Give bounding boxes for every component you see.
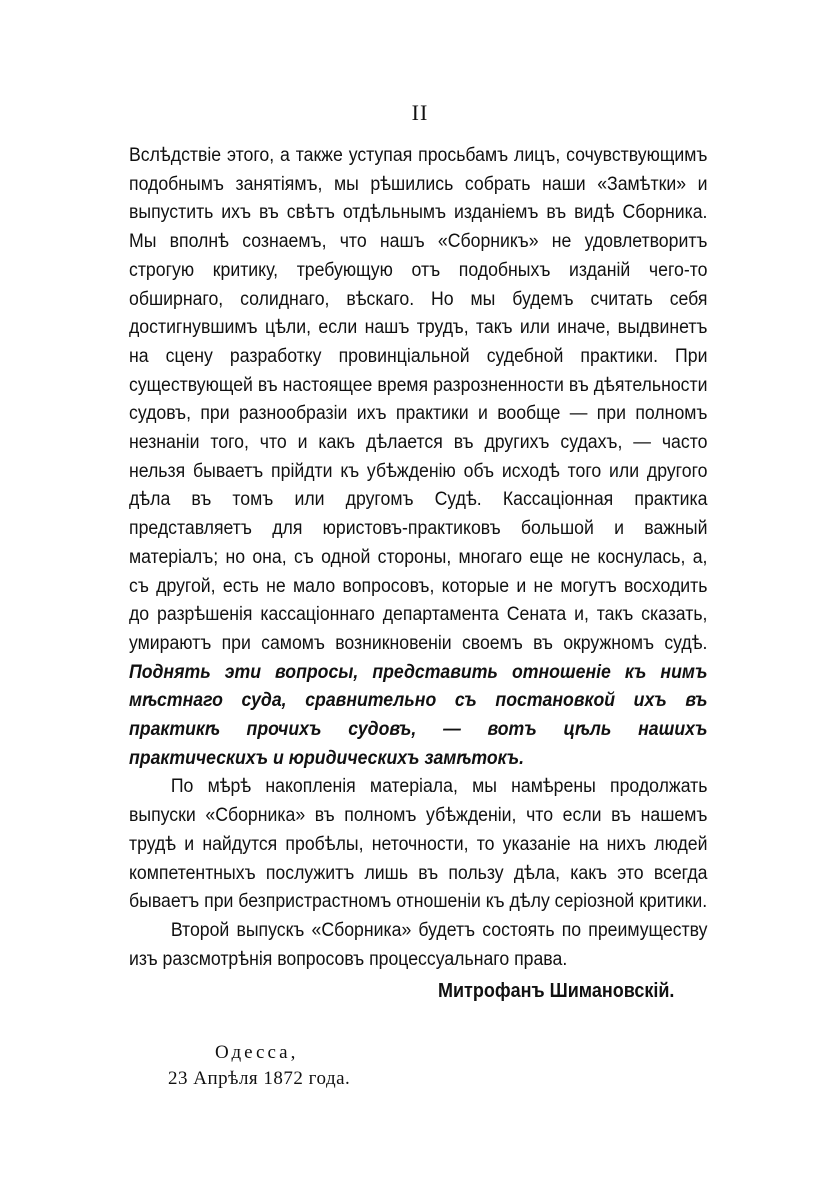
paragraph-3: Второй выпускъ «Сборника» будетъ состоять по преимуществу изъ разсмотрѣнія вопросовъ процессуальнаго права.	[129, 919, 708, 970]
page-number: II	[411, 100, 429, 125]
paragraph-1-text: Вслѣдствіе этого, а также уступая просьбамъ лицъ, сочувствующимъ подобнымъ занятіямъ, мы рѣшились собрать наши «Замѣтки» и выпустить ихъ въ свѣтъ отдѣльнымъ изданіемъ въ видѣ Сборника. Мы вполнѣ сознаемъ, что нашъ «Сборникъ» не удовлетворитъ строгую критику, требующую отъ подобныхъ изданій чего-то обширнаго, солиднаго, вѣскаго. Но мы будемъ считать себя достигнувшимъ цѣли, если нашъ трудъ, такъ или иначе, выдвинетъ на сцену разработку провинціальной судебной практики. При существующей въ настоящее время разрозненности въ дѣятельности судовъ, при разнообразіи ихъ практики и вообще — при полномъ незнаніи того, что и какъ дѣлается въ другихъ судахъ, — часто нельзя бываетъ прійдти къ убѣжденію объ исходѣ того или другого дѣла въ томъ или другомъ Судѣ. Кассаціонная практика представляетъ для юристовъ-практиковъ большой и важный матеріалъ; но она, съ одной стороны, многаго еще не коснулась, а, съ другой, есть не мало вопросовъ, которые и не могутъ восходить до разрѣшенія кассаціоннаго департамента Сената и, такъ сказать, умираютъ при самомъ возникновеніи своемъ въ окружномъ судѣ.	[129, 145, 708, 654]
author-signature: Митрофанъ Шимановскій.	[438, 980, 675, 1002]
paragraph-2: По мѣрѣ накопленія матеріала, мы намѣрены продолжать выпуски «Сборника» въ полномъ убѣжденіи, что если въ нашемъ трудѣ и найдутся пробѣлы, неточности, то указаніе на нихъ людей компетентныхъ послужитъ лишь въ пользу дѣла, какъ это всегда бываетъ при безпристрастномъ отношеніи къ дѣлу серіозной критики.	[129, 776, 708, 913]
date-line: 23 Апрѣля 1872 года.	[168, 1068, 351, 1089]
paragraph-1-emphasis: Поднять эти вопросы, представить отношеніе къ нимъ мѣстнаго суда, сравнительно съ постановкой ихъ въ практикѣ прочихъ судовъ, — вотъ цѣль нашихъ практическихъ и юридическихъ замѣтокъ.	[129, 661, 708, 769]
paragraph-1	[129, 142, 707, 773]
place-line: Одесса,	[215, 1042, 299, 1063]
preface-body	[129, 142, 707, 974]
